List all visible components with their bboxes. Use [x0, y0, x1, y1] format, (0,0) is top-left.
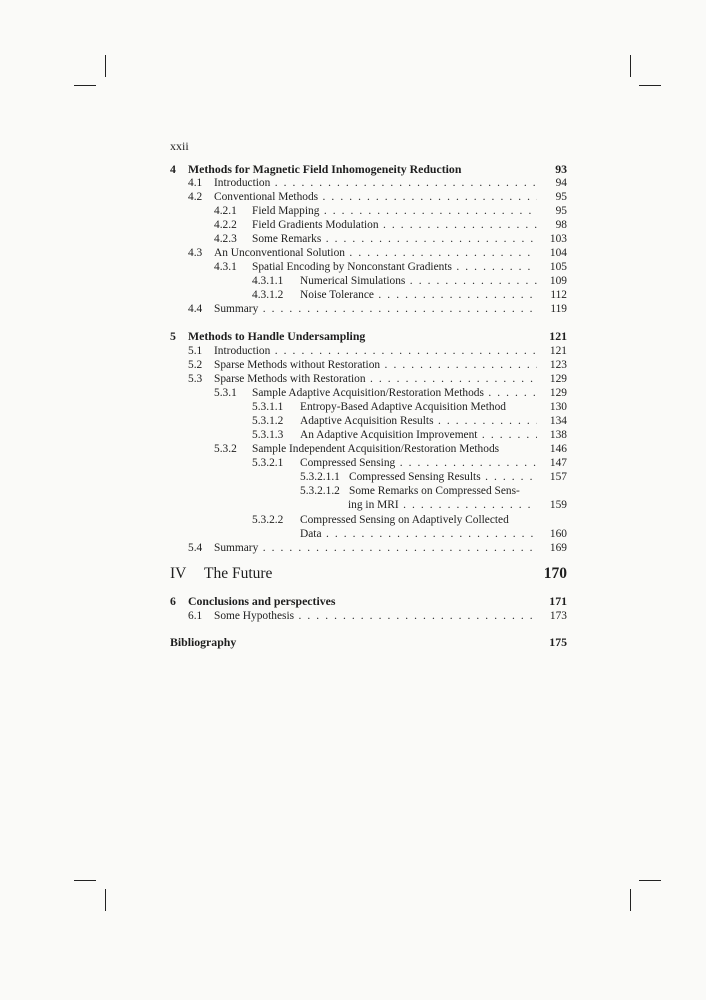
toc-page: 169 — [549, 542, 567, 554]
toc-title: Methods for Magnetic Field Inhomogeneity Reduction — [188, 162, 462, 176]
toc-title: Bibliography — [170, 635, 237, 649]
toc-page: 95 — [555, 191, 567, 203]
toc-number: 4.3.1.2 — [252, 289, 284, 301]
toc-number: 5.3.1 — [214, 387, 237, 399]
crop-mark — [630, 55, 631, 77]
toc-page: 157 — [549, 471, 567, 483]
toc-page: 129 — [549, 373, 567, 385]
toc-title: Noise Tolerance . . . — [300, 288, 537, 302]
toc-section[interactable] — [170, 358, 567, 372]
toc-section[interactable] — [170, 609, 567, 623]
toc-page: 171 — [549, 594, 567, 608]
toc-title: Adaptive Acquisition Results . . . — [300, 414, 537, 428]
crop-mark — [105, 889, 106, 911]
toc-title: Sparse Methods with Restoration . . . — [214, 372, 537, 386]
toc-number: 4.3.1 — [214, 261, 237, 273]
toc-page: 123 — [549, 359, 567, 371]
toc-title: Some Hypothesis . . . — [214, 609, 537, 623]
toc-section[interactable] — [170, 302, 567, 316]
toc-number: 5.3.1.2 — [252, 415, 284, 427]
toc-page: 160 — [549, 528, 567, 540]
toc-bibliography[interactable] — [170, 635, 567, 649]
toc-title: Some Remarks . . . — [252, 232, 537, 246]
toc-subsection[interactable] — [170, 386, 567, 400]
toc-section[interactable] — [170, 344, 567, 358]
toc-subsection[interactable] — [170, 442, 567, 456]
toc-page: 121 — [549, 329, 567, 343]
toc-number: 4.1 — [188, 177, 203, 189]
toc-subsubsection[interactable] — [170, 400, 567, 414]
toc-title: Conventional Methods . . . — [214, 190, 537, 204]
toc-page: 147 — [549, 457, 567, 469]
toc-title: Introduction . . . — [214, 344, 537, 358]
toc-title: Field Mapping . . . — [252, 204, 537, 218]
toc-section[interactable] — [170, 176, 567, 190]
toc-title: An Unconventional Solution . . . — [214, 246, 537, 260]
toc-page: 104 — [549, 247, 567, 259]
toc-page: 130 — [549, 401, 567, 413]
toc-title: Sparse Methods without Restoration . . . — [214, 358, 537, 372]
toc-number: 5 — [170, 329, 176, 343]
toc-chapter[interactable] — [170, 329, 567, 343]
toc-page: 138 — [549, 429, 567, 441]
toc-number: 4.2 — [188, 191, 203, 203]
toc-page: 146 — [549, 443, 567, 455]
toc-subsection[interactable] — [170, 232, 567, 246]
crop-mark — [630, 889, 631, 911]
toc-number: 5.3.2.1.1 — [300, 471, 340, 483]
toc-number: 5.3.2.1 — [252, 457, 284, 469]
crop-mark — [639, 880, 661, 881]
toc-number: 5.1 — [188, 345, 203, 357]
toc-page: 112 — [550, 289, 567, 301]
toc-page: 105 — [549, 261, 567, 273]
toc-title: Conclusions and perspectives — [188, 594, 336, 608]
toc-number: 4.3.1.1 — [252, 275, 284, 287]
toc-number: 6.1 — [188, 610, 203, 622]
toc-title: Entropy-Based Adaptive Acquisition Method — [300, 401, 506, 413]
toc-subsubsection-cont[interactable] — [170, 527, 567, 541]
toc-title: Compressed Sensing on Adaptively Collected — [300, 514, 509, 526]
toc-title: Numerical Simulations . . . — [300, 274, 537, 288]
toc-number: 5.3.2 — [214, 443, 237, 455]
toc-number: 5.3.1.3 — [252, 429, 284, 441]
toc-number: 5.3 — [188, 373, 203, 385]
toc-title-cont: ing in MRI . . . — [348, 498, 537, 512]
toc-subsubsection[interactable] — [170, 288, 567, 302]
toc-page: 173 — [549, 610, 567, 622]
crop-mark — [74, 880, 96, 881]
toc-number: 4.2.2 — [214, 219, 237, 231]
page-number: xxii — [170, 139, 189, 153]
toc-number: 4 — [170, 162, 176, 176]
toc-section[interactable] — [170, 246, 567, 260]
toc-page: 170 — [543, 565, 567, 582]
toc-subsubsection[interactable] — [170, 513, 567, 527]
crop-mark — [74, 85, 96, 86]
toc-page: 159 — [549, 499, 567, 511]
toc-part[interactable] — [170, 565, 567, 583]
toc-section[interactable] — [170, 372, 567, 386]
toc-title: Sample Adaptive Acquisition/Restoration Methods . . . — [252, 386, 537, 400]
toc-subsection[interactable] — [170, 218, 567, 232]
toc-title: Sample Independent Acquisition/Restoration Methods — [252, 443, 500, 455]
toc-number: 5.4 — [188, 542, 203, 554]
toc-subsection[interactable] — [170, 260, 567, 274]
toc-title: Spatial Encoding by Nonconstant Gradients . . . — [252, 260, 537, 274]
toc-title: Summary . . . — [214, 302, 537, 316]
toc-page: 121 — [549, 345, 567, 357]
toc-title: An Adaptive Acquisition Improvement . . . — [300, 428, 537, 442]
toc-number: IV — [170, 565, 187, 582]
toc-section[interactable] — [170, 190, 567, 204]
toc-title: The Future — [204, 565, 273, 582]
toc-title: Compressed Sensing Results . . . — [349, 470, 537, 484]
toc-page: 175 — [549, 635, 567, 649]
toc-title-cont: Data . . . — [300, 527, 537, 541]
toc-section[interactable] — [170, 541, 567, 555]
toc-title: Summary . . . — [214, 541, 537, 555]
toc-subsection[interactable] — [170, 204, 567, 218]
toc-page: 129 — [549, 387, 567, 399]
toc-title: Compressed Sensing . . . — [300, 456, 537, 470]
toc-number: 4.2.3 — [214, 233, 237, 245]
toc-number: 6 — [170, 594, 176, 608]
toc-subsubsection[interactable] — [170, 456, 567, 470]
toc-number: 4.2.1 — [214, 205, 237, 217]
toc-page: 98 — [555, 219, 567, 231]
toc-page: 109 — [549, 275, 567, 287]
toc-paragraph-cont[interactable] — [170, 498, 567, 512]
crop-mark — [639, 85, 661, 86]
toc-number: 5.3.2.2 — [252, 514, 284, 526]
toc-number: 5.3.1.1 — [252, 401, 284, 413]
toc-chapter[interactable] — [170, 162, 567, 176]
toc-page: 94 — [555, 177, 567, 189]
toc-page: 103 — [549, 233, 567, 245]
toc-paragraph[interactable] — [170, 470, 567, 484]
toc-title: Some Remarks on Compressed Sens- — [349, 485, 520, 497]
toc-title: Methods to Handle Undersampling — [188, 329, 366, 343]
toc-page: 119 — [550, 303, 567, 315]
toc-page: 93 — [555, 162, 567, 176]
toc-number: 5.2 — [188, 359, 203, 371]
toc-number: 5.3.2.1.2 — [300, 485, 340, 497]
toc-paragraph[interactable] — [170, 484, 567, 498]
toc-subsubsection[interactable] — [170, 428, 567, 442]
toc-subsubsection[interactable] — [170, 274, 567, 288]
toc-chapter[interactable] — [170, 594, 567, 608]
toc-number: 4.4 — [188, 303, 203, 315]
toc-subsubsection[interactable] — [170, 414, 567, 428]
toc-number: 4.3 — [188, 247, 203, 259]
toc-page: 95 — [555, 205, 567, 217]
toc-page: 134 — [549, 415, 567, 427]
crop-mark — [105, 55, 106, 77]
toc-title: Introduction . . . — [214, 176, 537, 190]
toc-title: Field Gradients Modulation . . . — [252, 218, 537, 232]
